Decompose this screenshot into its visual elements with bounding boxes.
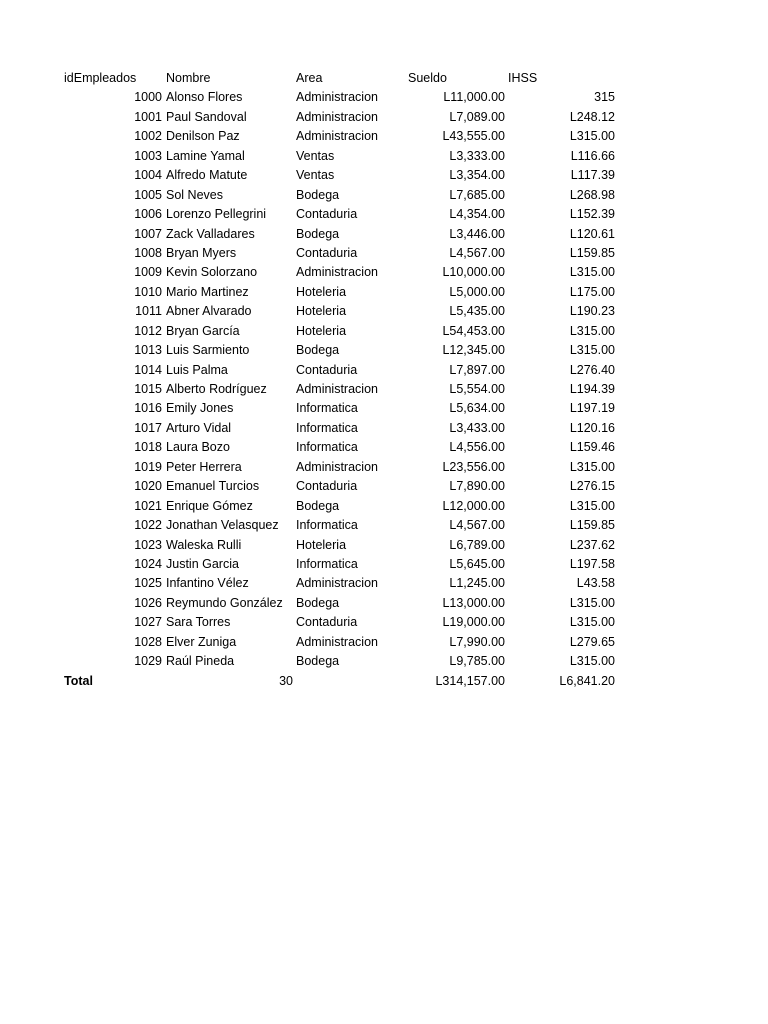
employee-ihss: L237.62 [569,537,615,552]
employee-id: 1018 [134,440,162,455]
employee-area: Administracion [296,634,378,649]
employee-area: Bodega [296,498,340,513]
table-row [0,555,768,574]
employee-ihss: L159.46 [569,440,615,455]
employee-area: Administracion [296,576,378,591]
table-row [0,419,768,438]
employee-area: Contaduria [296,479,358,494]
employee-sueldo: L7,990.00 [449,634,505,649]
employee-id: 1024 [134,556,162,571]
employee-id: 1014 [134,362,162,377]
employee-ihss: L197.58 [569,556,615,571]
employee-id: 1012 [134,323,162,338]
employee-rows [0,88,768,671]
employee-nombre: Sara Torres [166,615,231,630]
employee-nombre: Jonathan Velasquez [166,518,279,533]
employee-ihss: L315.00 [569,615,615,630]
employee-area: Administracion [296,109,378,124]
table-row [0,399,768,418]
employee-id: 1020 [134,479,162,494]
employee-ihss: L248.12 [569,109,615,124]
employee-nombre: Alberto Rodríguez [166,382,267,396]
employee-ihss: L315.00 [569,459,615,474]
employee-sueldo: L54,453.00 [442,323,505,338]
employee-nombre: Abner Alvarado [166,304,252,319]
employee-area: Bodega [296,654,340,669]
table-row [0,458,768,477]
employee-nombre: Zack Valladares [166,226,255,241]
employee-id: 1005 [134,187,162,202]
employee-area: Bodega [296,343,340,358]
header-sueldo: Sueldo [408,71,447,85]
employee-area: Informatica [296,401,358,416]
table-row [0,652,768,671]
employee-nombre: Peter Herrera [166,459,242,474]
employee-id: 1026 [134,595,162,610]
employee-area: Hoteleria [296,323,347,338]
table-row [0,322,768,341]
header-idempleados: idEmpleados [64,71,137,85]
employee-id: 1007 [134,226,162,241]
employee-sueldo: L3,333.00 [449,148,505,163]
employee-nombre: Alonso Flores [166,90,243,105]
employee-area: Ventas [296,148,335,163]
employee-area: Administracion [296,129,378,144]
employee-nombre: Infantino Vélez [166,576,249,591]
employee-id: 1001 [134,109,162,124]
employee-nombre: Elver Zuniga [166,634,237,649]
employee-sueldo: L3,354.00 [449,168,505,183]
employee-id: 1023 [134,537,162,552]
employee-area: Hoteleria [296,537,347,552]
employee-nombre: Kevin Solorzano [166,265,258,280]
table-row [0,263,768,282]
employee-nombre: Luis Sarmiento [166,343,250,358]
employee-nombre: Raúl Pineda [166,654,235,669]
employee-nombre: Emanuel Turcios [166,479,260,494]
table-row [0,186,768,205]
employee-sueldo: L12,345.00 [442,343,505,358]
employee-ihss: L268.98 [569,187,615,202]
table-row [0,302,768,321]
employee-sueldo: L13,000.00 [442,595,505,610]
employee-sueldo: L7,089.00 [449,109,505,124]
employee-sueldo: L43,555.00 [442,129,505,144]
employee-sueldo: L5,554.00 [449,382,505,396]
employee-id: 1003 [134,148,162,163]
employee-area: Contaduria [296,615,358,630]
employee-nombre: Denilson Paz [166,129,240,144]
employee-area: Administracion [296,265,378,280]
employee-nombre: Luis Palma [166,362,228,377]
table-row [0,225,768,244]
employee-ihss: L315.00 [569,323,615,338]
employee-area: Contaduria [296,207,358,222]
employee-ihss: L116.66 [570,148,615,163]
employee-nombre: Laura Bozo [166,440,230,455]
employee-sueldo: L9,785.00 [449,654,505,669]
employee-id: 1008 [134,245,162,260]
employee-sueldo: L3,433.00 [449,420,505,435]
employee-sueldo: L6,789.00 [449,537,505,552]
employee-ihss: L276.15 [569,479,615,494]
employee-nombre: Alfredo Matute [166,168,248,183]
employee-sueldo: L5,645.00 [449,556,505,571]
employee-nombre: Bryan García [166,323,240,338]
table-row [0,341,768,360]
total-count: 30 [279,673,293,688]
table-row [0,594,768,613]
employee-nombre: Mario Martinez [166,284,249,299]
employee-ihss: L315.00 [569,129,615,144]
employee-ihss: L190.23 [569,304,615,319]
employee-id: 1013 [134,343,162,358]
employee-sueldo: L5,435.00 [449,304,505,319]
employee-area: Bodega [296,187,340,202]
employee-sueldo: L5,634.00 [449,401,505,416]
total-row [0,672,768,691]
employee-area: Bodega [296,226,340,241]
employee-area: Administracion [296,90,378,105]
employee-ihss: L120.61 [569,226,615,241]
employee-nombre: Enrique Gómez [166,498,253,513]
employee-sueldo: L1,245.00 [449,576,505,591]
table-row [0,205,768,224]
employee-id: 1025 [134,576,162,591]
table-row [0,633,768,652]
employee-nombre: Bryan Myers [166,245,237,260]
employee-ihss: 315 [594,90,615,105]
employee-area: Ventas [296,168,335,183]
employee-id: 1011 [135,304,162,319]
employee-id: 1004 [134,168,162,183]
employee-sueldo: L12,000.00 [442,498,505,513]
employee-ihss: L197.19 [569,401,615,416]
header-ihss: IHSS [508,71,538,85]
employee-area: Hoteleria [296,284,347,299]
table-row [0,166,768,185]
spreadsheet [0,69,768,691]
employee-area: Informatica [296,556,358,571]
employee-sueldo: L3,446.00 [449,226,505,241]
employee-nombre: Paul Sandoval [166,109,247,124]
table-row [0,244,768,263]
employee-id: 1017 [134,420,162,435]
employee-area: Informatica [296,518,358,533]
employee-ihss: L276.40 [569,362,615,377]
table-row [0,477,768,496]
employee-sueldo: L4,567.00 [449,518,505,533]
employee-sueldo: L23,556.00 [442,459,505,474]
employee-area: Contaduria [296,362,358,377]
employee-ihss: L279.65 [569,634,615,649]
employee-sueldo: L7,897.00 [449,362,505,377]
employee-id: 1029 [134,654,162,669]
table-row [0,108,768,127]
employee-id: 1016 [134,401,162,416]
table-row [0,497,768,516]
employee-id: 1006 [134,207,162,222]
table-row [0,516,768,535]
employee-ihss: L152.39 [569,207,615,222]
employee-id: 1009 [134,265,162,280]
total-sueldo: L314,157.00 [435,673,505,688]
employee-area: Administracion [296,382,378,396]
employee-area: Informatica [296,420,358,435]
employee-area: Administracion [296,459,378,474]
employee-sueldo: L7,890.00 [449,479,505,494]
employee-ihss: L315.00 [569,595,615,610]
employee-id: 1027 [134,615,162,630]
header-nombre: Nombre [166,71,211,85]
employee-nombre: Justin Garcia [166,556,239,571]
employee-ihss: L194.39 [569,382,615,396]
employee-nombre: Sol Neves [166,187,223,202]
employee-ihss: L175.00 [569,284,615,299]
employee-id: 1019 [134,459,162,474]
employee-sueldo: L19,000.00 [442,615,505,630]
total-label: Total [64,673,93,688]
employee-ihss: L43.58 [576,576,615,591]
employee-ihss: L315.00 [569,654,615,669]
table-row [0,536,768,555]
total-ihss: L6,841.20 [559,673,615,688]
employee-nombre: Arturo Vidal [166,420,232,435]
employee-ihss: L117.39 [570,168,615,183]
employee-nombre: Lorenzo Pellegrini [166,207,267,222]
employee-ihss: L159.85 [569,245,615,260]
employee-area: Bodega [296,595,340,610]
employee-sueldo: L5,000.00 [449,284,505,299]
employee-id: 1015 [134,382,162,396]
employee-nombre: Waleska Rulli [166,537,242,552]
employee-sueldo: L7,685.00 [449,187,505,202]
employee-nombre: Lamine Yamal [166,148,245,163]
employee-ihss: L315.00 [569,265,615,280]
employee-area: Contaduria [296,245,358,260]
employee-nombre: Reymundo González [166,595,283,610]
table-row [0,283,768,302]
employee-nombre: Emily Jones [166,401,234,416]
employee-id: 1028 [134,634,162,649]
table-row [0,361,768,380]
employee-ihss: L159.85 [569,518,615,533]
header-row [0,69,768,88]
employee-ihss: L315.00 [569,498,615,513]
table-row [0,380,768,399]
employee-id: 1021 [134,498,162,513]
header-area: Area [296,71,323,85]
table-row [0,88,768,107]
table-row [0,574,768,593]
employee-ihss: L315.00 [569,343,615,358]
employee-sueldo: L4,567.00 [449,245,505,260]
employee-sueldo: L11,000.00 [443,90,505,105]
employee-ihss: L120.16 [569,420,615,435]
employee-sueldo: L4,354.00 [449,207,505,222]
table-row [0,438,768,457]
employee-id: 1010 [134,284,162,299]
employee-area: Hoteleria [296,304,347,319]
employee-id: 1000 [134,90,162,105]
table-row [0,613,768,632]
employee-id: 1002 [134,129,162,144]
employee-area: Informatica [296,440,358,455]
table-row [0,127,768,146]
employee-id: 1022 [134,518,162,533]
employee-sueldo: L4,556.00 [449,440,505,455]
employee-sueldo: L10,000.00 [442,265,505,280]
table-row [0,147,768,166]
